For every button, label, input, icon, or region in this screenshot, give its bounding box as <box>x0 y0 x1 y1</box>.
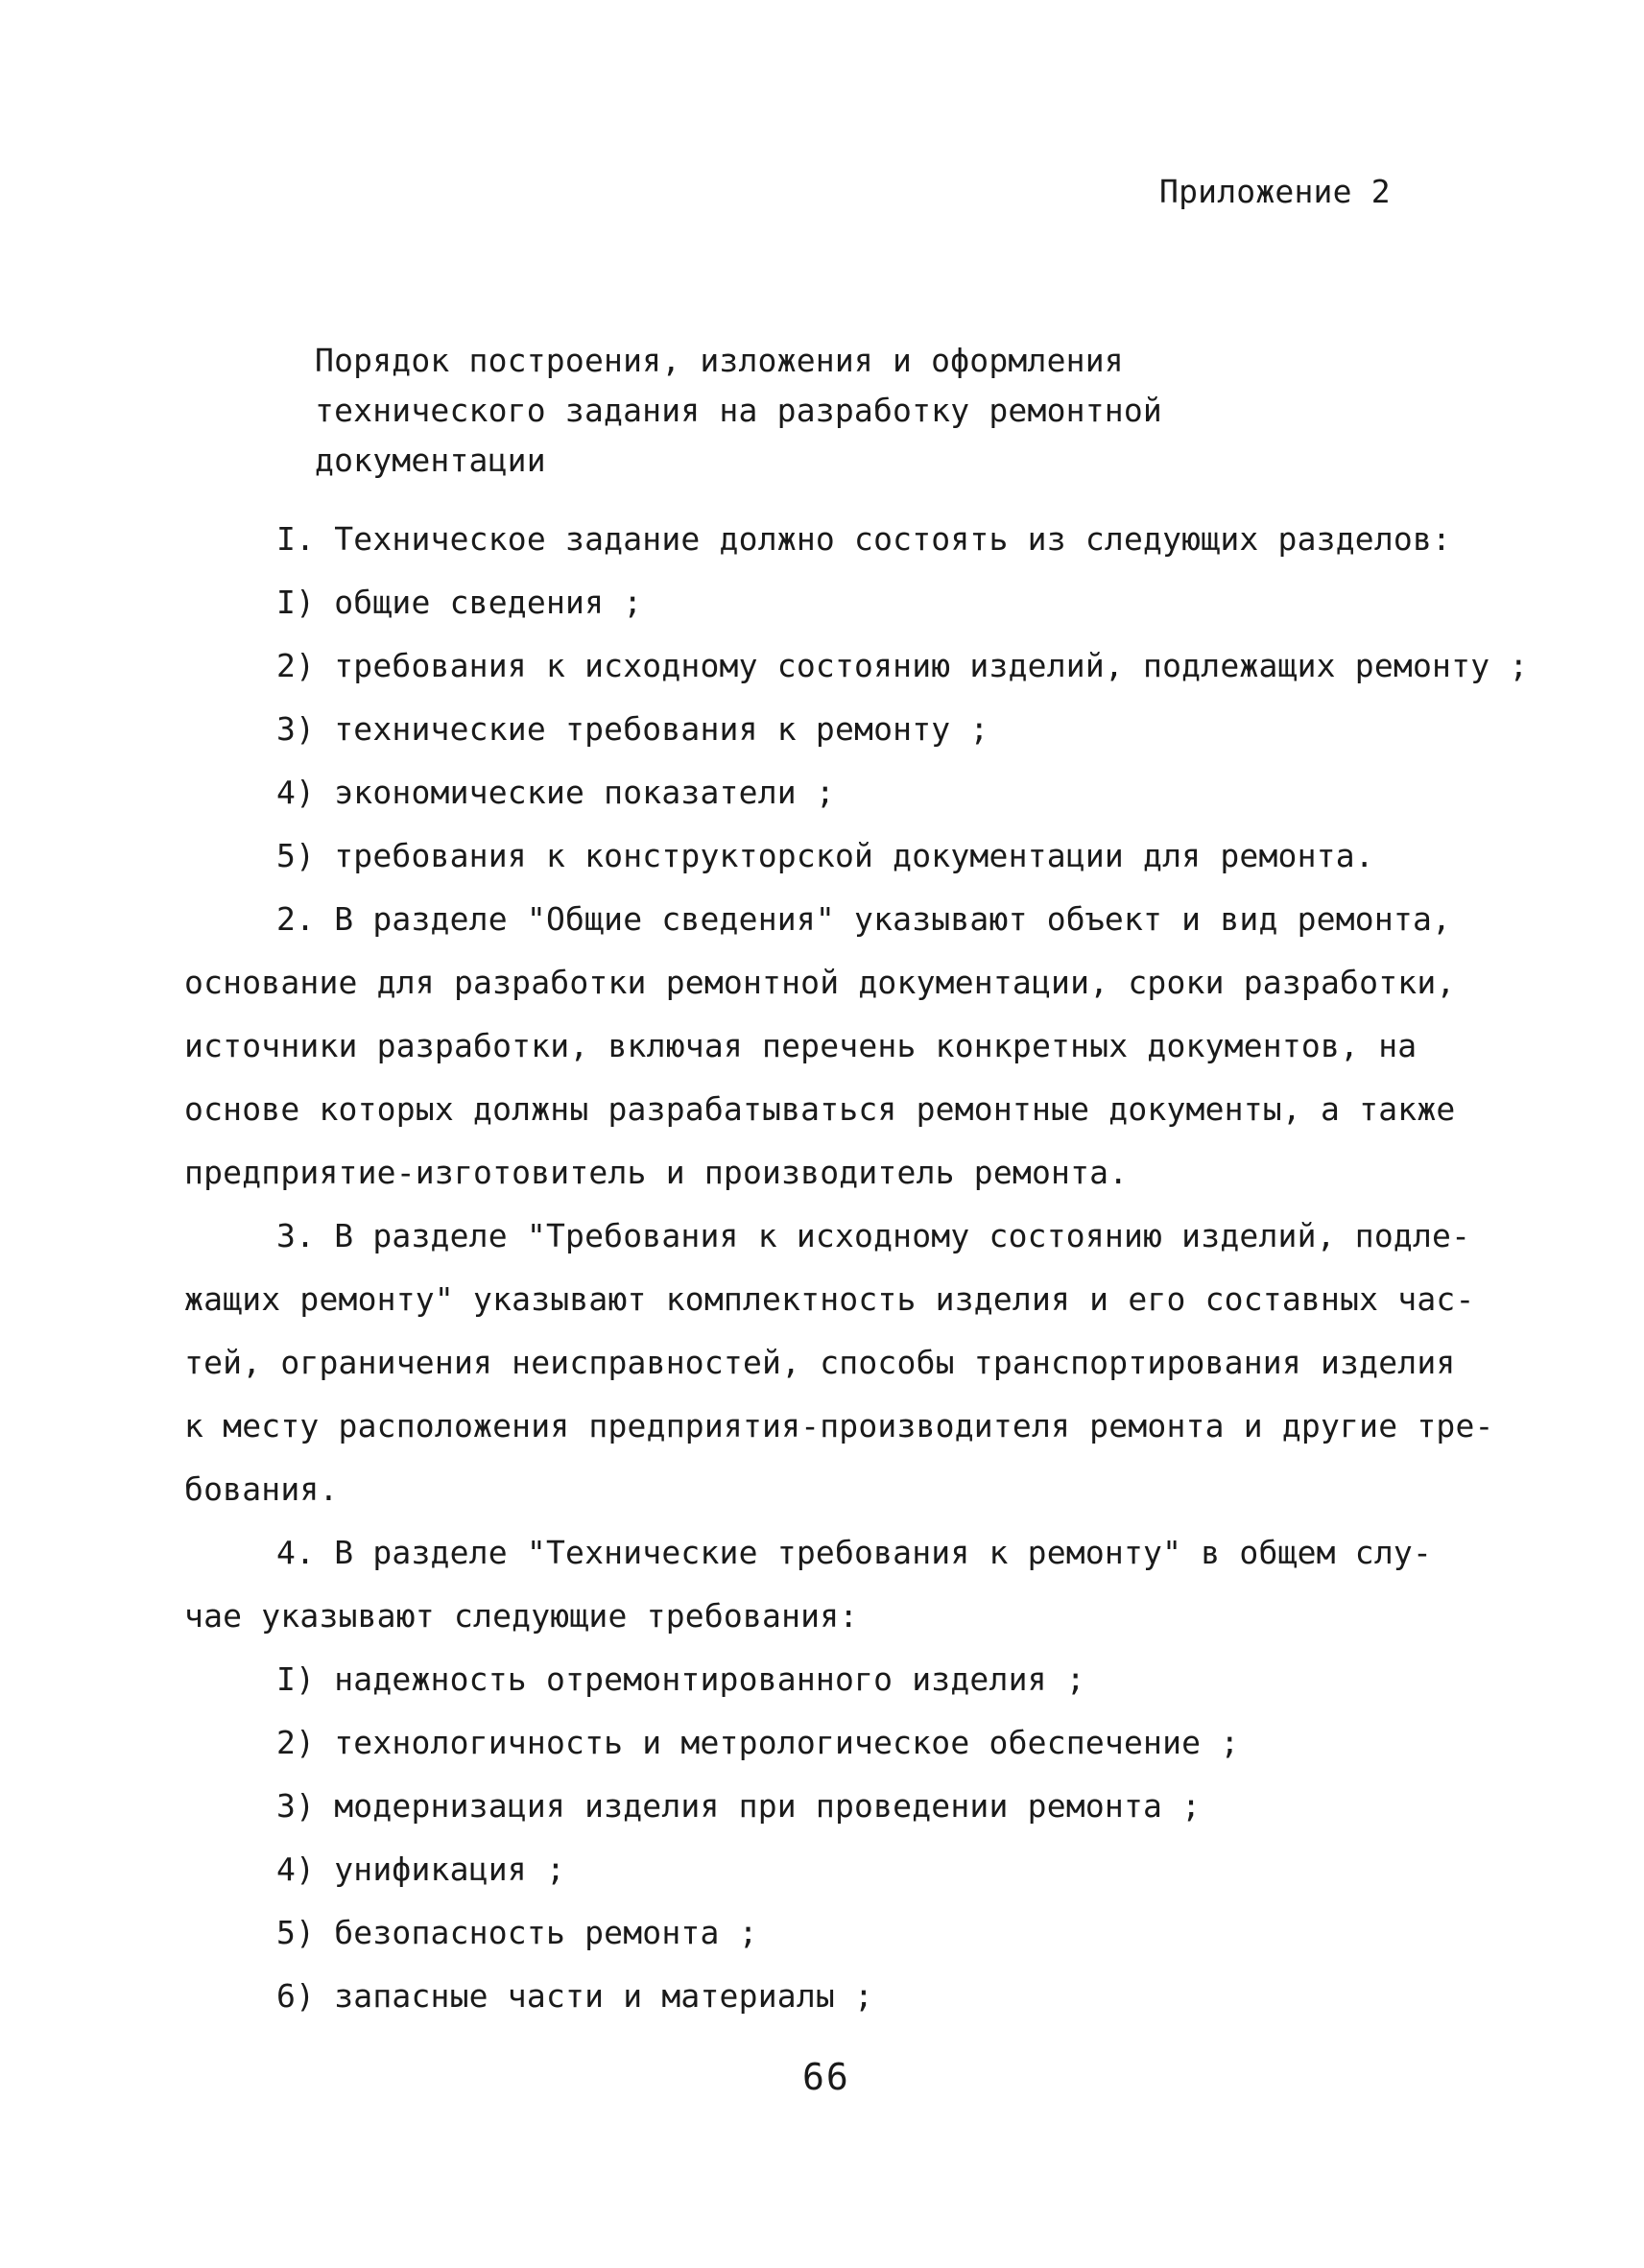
paragraph-2-line-3: источники разработки, включая перечень конкретных документов, на <box>184 1027 1418 1064</box>
paragraph-2-line-5: предприятие-изготовитель и производитель ремонта. <box>184 1154 1129 1191</box>
paragraph-3-line-3: тей, ограничения неисправностей, способы транспортирования изделия <box>184 1344 1456 1381</box>
requirement-item-1: I) надежность отремонтированного изделия ; <box>276 1660 1085 1698</box>
paragraph-4-line-2: чае указывают следующие требования: <box>184 1597 859 1635</box>
paragraph-3-line-1: 3. В разделе "Требования к исходному состоянию изделий, подле- <box>276 1217 1471 1254</box>
page-number: 66 <box>802 2056 850 2098</box>
requirement-item-4: 4) унификация ; <box>276 1850 566 1888</box>
paragraph-2-line-1: 2. В разделе "Общие сведения" указывают объект и вид ремонта, <box>276 900 1452 938</box>
section-1-intro: I. Техническое задание должно состоять из следующих разделов: <box>276 520 1452 558</box>
paragraph-2-line-2: основание для разработки ремонтной документации, сроки разработки, <box>184 964 1456 1001</box>
paragraph-2-line-4: основе которых должны разрабатываться ремонтные документы, а также <box>184 1090 1456 1128</box>
paragraph-3-line-2: жащих ремонту" указывают комплектность изделия и его составных час- <box>184 1280 1475 1318</box>
list-item-1: I) общие сведения ; <box>276 584 643 621</box>
title-line-1: Порядок построения, изложения и оформления <box>315 342 1124 379</box>
list-item-5: 5) требования к конструкторской документации для ремонта. <box>276 837 1374 874</box>
requirement-item-6: 6) запасные части и материалы ; <box>276 1977 874 2015</box>
paragraph-3-line-5: бования. <box>184 1470 339 1508</box>
requirement-item-5: 5) безопасность ремонта ; <box>276 1914 758 1951</box>
requirement-item-2: 2) технологичность и метрологическое обеспечение ; <box>276 1724 1240 1761</box>
list-item-4: 4) экономические показатели ; <box>276 774 835 811</box>
paragraph-3-line-4: к месту расположения предприятия-производителя ремонта и другие тре- <box>184 1407 1494 1444</box>
appendix-label: Приложение 2 <box>1159 173 1391 210</box>
requirement-item-3: 3) модернизация изделия при проведении ремонта ; <box>276 1787 1202 1825</box>
list-item-2: 2) требования к исходному состоянию изделий, подлежащих ремонту ; <box>276 647 1529 684</box>
paragraph-4-line-1: 4. В разделе "Технические требования к ремонту" в общем слу- <box>276 1534 1433 1571</box>
title-line-2: технического задания на разработку ремонтной <box>315 392 1162 429</box>
title-line-3: документации <box>315 442 546 479</box>
list-item-3: 3) технические требования к ремонту ; <box>276 710 989 748</box>
